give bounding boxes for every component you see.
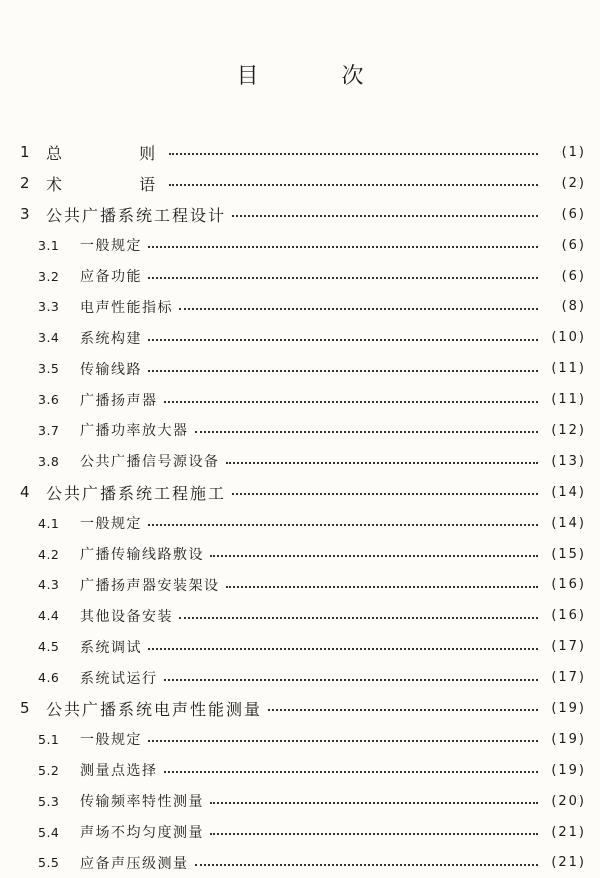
toc-title: 广播扬声器安装架设 [80, 577, 220, 594]
toc-page-number: (12) [551, 422, 586, 438]
toc-title: 公共广播系统工程施工 [46, 483, 227, 503]
toc-leader-dots [268, 709, 538, 711]
toc-number: 5.3 [38, 793, 60, 809]
toc-page-number: (1) [561, 144, 586, 160]
toc-title: 公共广播系统工程设计 [46, 205, 227, 225]
toc-title: 系统调试 [80, 639, 142, 656]
toc-title: 应备功能 [80, 269, 142, 285]
toc-leader-dots [195, 864, 539, 866]
toc-chapter[interactable] [0, 168, 600, 199]
toc-section[interactable] [0, 724, 600, 755]
toc-page-number: (19) [551, 762, 586, 778]
toc-number: 4.5 [38, 639, 60, 655]
toc-number: 3.3 [38, 299, 60, 315]
toc-leader-dots [148, 339, 538, 341]
toc-number: 4.6 [38, 670, 60, 686]
toc-title: 广播扬声器 [80, 392, 158, 409]
toc-page-number: (14) [551, 484, 586, 500]
toc-chapter[interactable] [0, 199, 600, 230]
toc-number: 4.3 [38, 577, 60, 593]
page-title: 目 次 [236, 63, 402, 89]
toc-number: 1 [20, 143, 30, 162]
toc-section[interactable] [0, 631, 600, 662]
toc-title: 系统试运行 [80, 670, 158, 687]
toc-leader-dots [210, 833, 538, 835]
toc-leader-dots [179, 617, 538, 619]
toc-leader-dots [164, 401, 539, 403]
toc-title: 系统构建 [80, 330, 142, 347]
toc-chapter[interactable] [0, 693, 600, 724]
toc-page-number: (2) [561, 175, 586, 191]
toc-page-number: (17) [551, 670, 586, 686]
toc-number: 3.4 [38, 330, 60, 346]
toc-number: 5.2 [38, 762, 60, 778]
toc-section[interactable] [0, 662, 600, 693]
toc-page-number: (13) [551, 453, 586, 469]
toc-title: 总 则 [46, 143, 192, 163]
toc-section[interactable] [0, 508, 600, 539]
toc-leader-dots [148, 740, 538, 742]
toc-section[interactable] [0, 569, 600, 600]
toc-number: 4.4 [38, 608, 60, 624]
toc-number: 4.2 [38, 546, 60, 562]
toc-leader-dots [210, 802, 538, 804]
toc-section[interactable] [0, 817, 600, 848]
toc-page-number: (15) [551, 546, 586, 562]
toc-section[interactable] [0, 539, 600, 570]
table-of-contents [0, 137, 600, 878]
toc-title: 公共广播系统电声性能测量 [46, 699, 263, 719]
toc-chapter[interactable] [0, 137, 600, 168]
toc-section[interactable] [0, 261, 600, 292]
toc-leader-dots [232, 215, 538, 217]
toc-page-number: (6) [561, 237, 586, 253]
toc-leader-dots [148, 648, 538, 650]
toc-leader-dots [148, 370, 538, 372]
toc-leader-dots [169, 184, 538, 186]
toc-page-number: (14) [551, 515, 586, 531]
toc-section[interactable] [0, 230, 600, 261]
toc-section[interactable] [0, 384, 600, 415]
toc-leader-dots [179, 308, 538, 310]
toc-number: 3.6 [38, 392, 60, 408]
toc-page-number: (6) [561, 206, 586, 222]
toc-title: 一般规定 [80, 238, 142, 255]
toc-title: 一般规定 [80, 516, 142, 533]
toc-title: 传输线路 [80, 361, 142, 378]
toc-section[interactable] [0, 353, 600, 384]
toc-leader-dots [148, 277, 538, 279]
toc-title: 声场不均匀度测量 [80, 825, 204, 842]
toc-leader-dots [148, 246, 538, 248]
toc-section[interactable] [0, 786, 600, 817]
toc-title: 测量点选择 [80, 763, 158, 780]
toc-section[interactable] [0, 755, 600, 786]
toc-page-number: (17) [551, 639, 586, 655]
toc-page-number: (11) [551, 392, 586, 408]
toc-number: 5.5 [38, 855, 60, 871]
toc-page-number: (11) [551, 361, 586, 377]
toc-page-number: (20) [551, 793, 586, 809]
toc-number: 4.1 [38, 515, 60, 531]
toc-number: 3.7 [38, 422, 60, 438]
toc-title: 传输频率特性测量 [80, 794, 204, 811]
toc-leader-dots [169, 153, 538, 155]
toc-title: 应备声压级测量 [80, 855, 189, 872]
toc-title: 一般规定 [80, 732, 142, 749]
toc-number: 3 [20, 205, 30, 224]
toc-leader-dots [195, 431, 539, 433]
toc-chapter[interactable] [0, 477, 600, 508]
toc-number: 3.5 [38, 361, 60, 377]
toc-page-number: (10) [551, 330, 586, 346]
toc-number: 5.4 [38, 824, 60, 840]
toc-page-number: (21) [551, 824, 586, 840]
toc-page-number: (19) [551, 731, 586, 747]
toc-number: 4 [20, 483, 30, 502]
toc-title: 其他设备安装 [80, 608, 173, 625]
toc-page-number: (8) [561, 299, 586, 315]
toc-section[interactable] [0, 847, 600, 878]
toc-title: 广播功率放大器 [80, 423, 189, 440]
toc-page-number: (16) [551, 577, 586, 593]
toc-leader-dots [164, 771, 539, 773]
toc-section[interactable] [0, 415, 600, 446]
toc-section[interactable] [0, 322, 600, 353]
toc-number: 5 [20, 699, 30, 718]
toc-section[interactable] [0, 446, 600, 477]
toc-leader-dots [226, 586, 539, 588]
toc-title: 电声性能指标 [80, 299, 173, 316]
toc-number: 5.1 [38, 731, 60, 747]
toc-leader-dots [164, 679, 539, 681]
toc-page-number: (16) [551, 608, 586, 624]
toc-title: 广播传输线路敷设 [80, 547, 204, 564]
toc-page-number: (21) [551, 855, 586, 871]
toc-number: 3.2 [38, 268, 60, 284]
toc-section[interactable] [0, 600, 600, 631]
toc-title: 公共广播信号源设备 [80, 454, 220, 471]
toc-leader-dots [232, 493, 538, 495]
toc-page-number: (19) [551, 700, 586, 716]
toc-leader-dots [148, 524, 538, 526]
toc-section[interactable] [0, 291, 600, 322]
toc-leader-dots [226, 462, 539, 464]
toc-number: 2 [20, 174, 30, 193]
toc-title: 术 语 [46, 174, 192, 194]
toc-leader-dots [210, 555, 538, 557]
toc-number: 3.1 [38, 237, 60, 253]
toc-number: 3.8 [38, 453, 60, 469]
toc-page-number: (6) [561, 268, 586, 284]
